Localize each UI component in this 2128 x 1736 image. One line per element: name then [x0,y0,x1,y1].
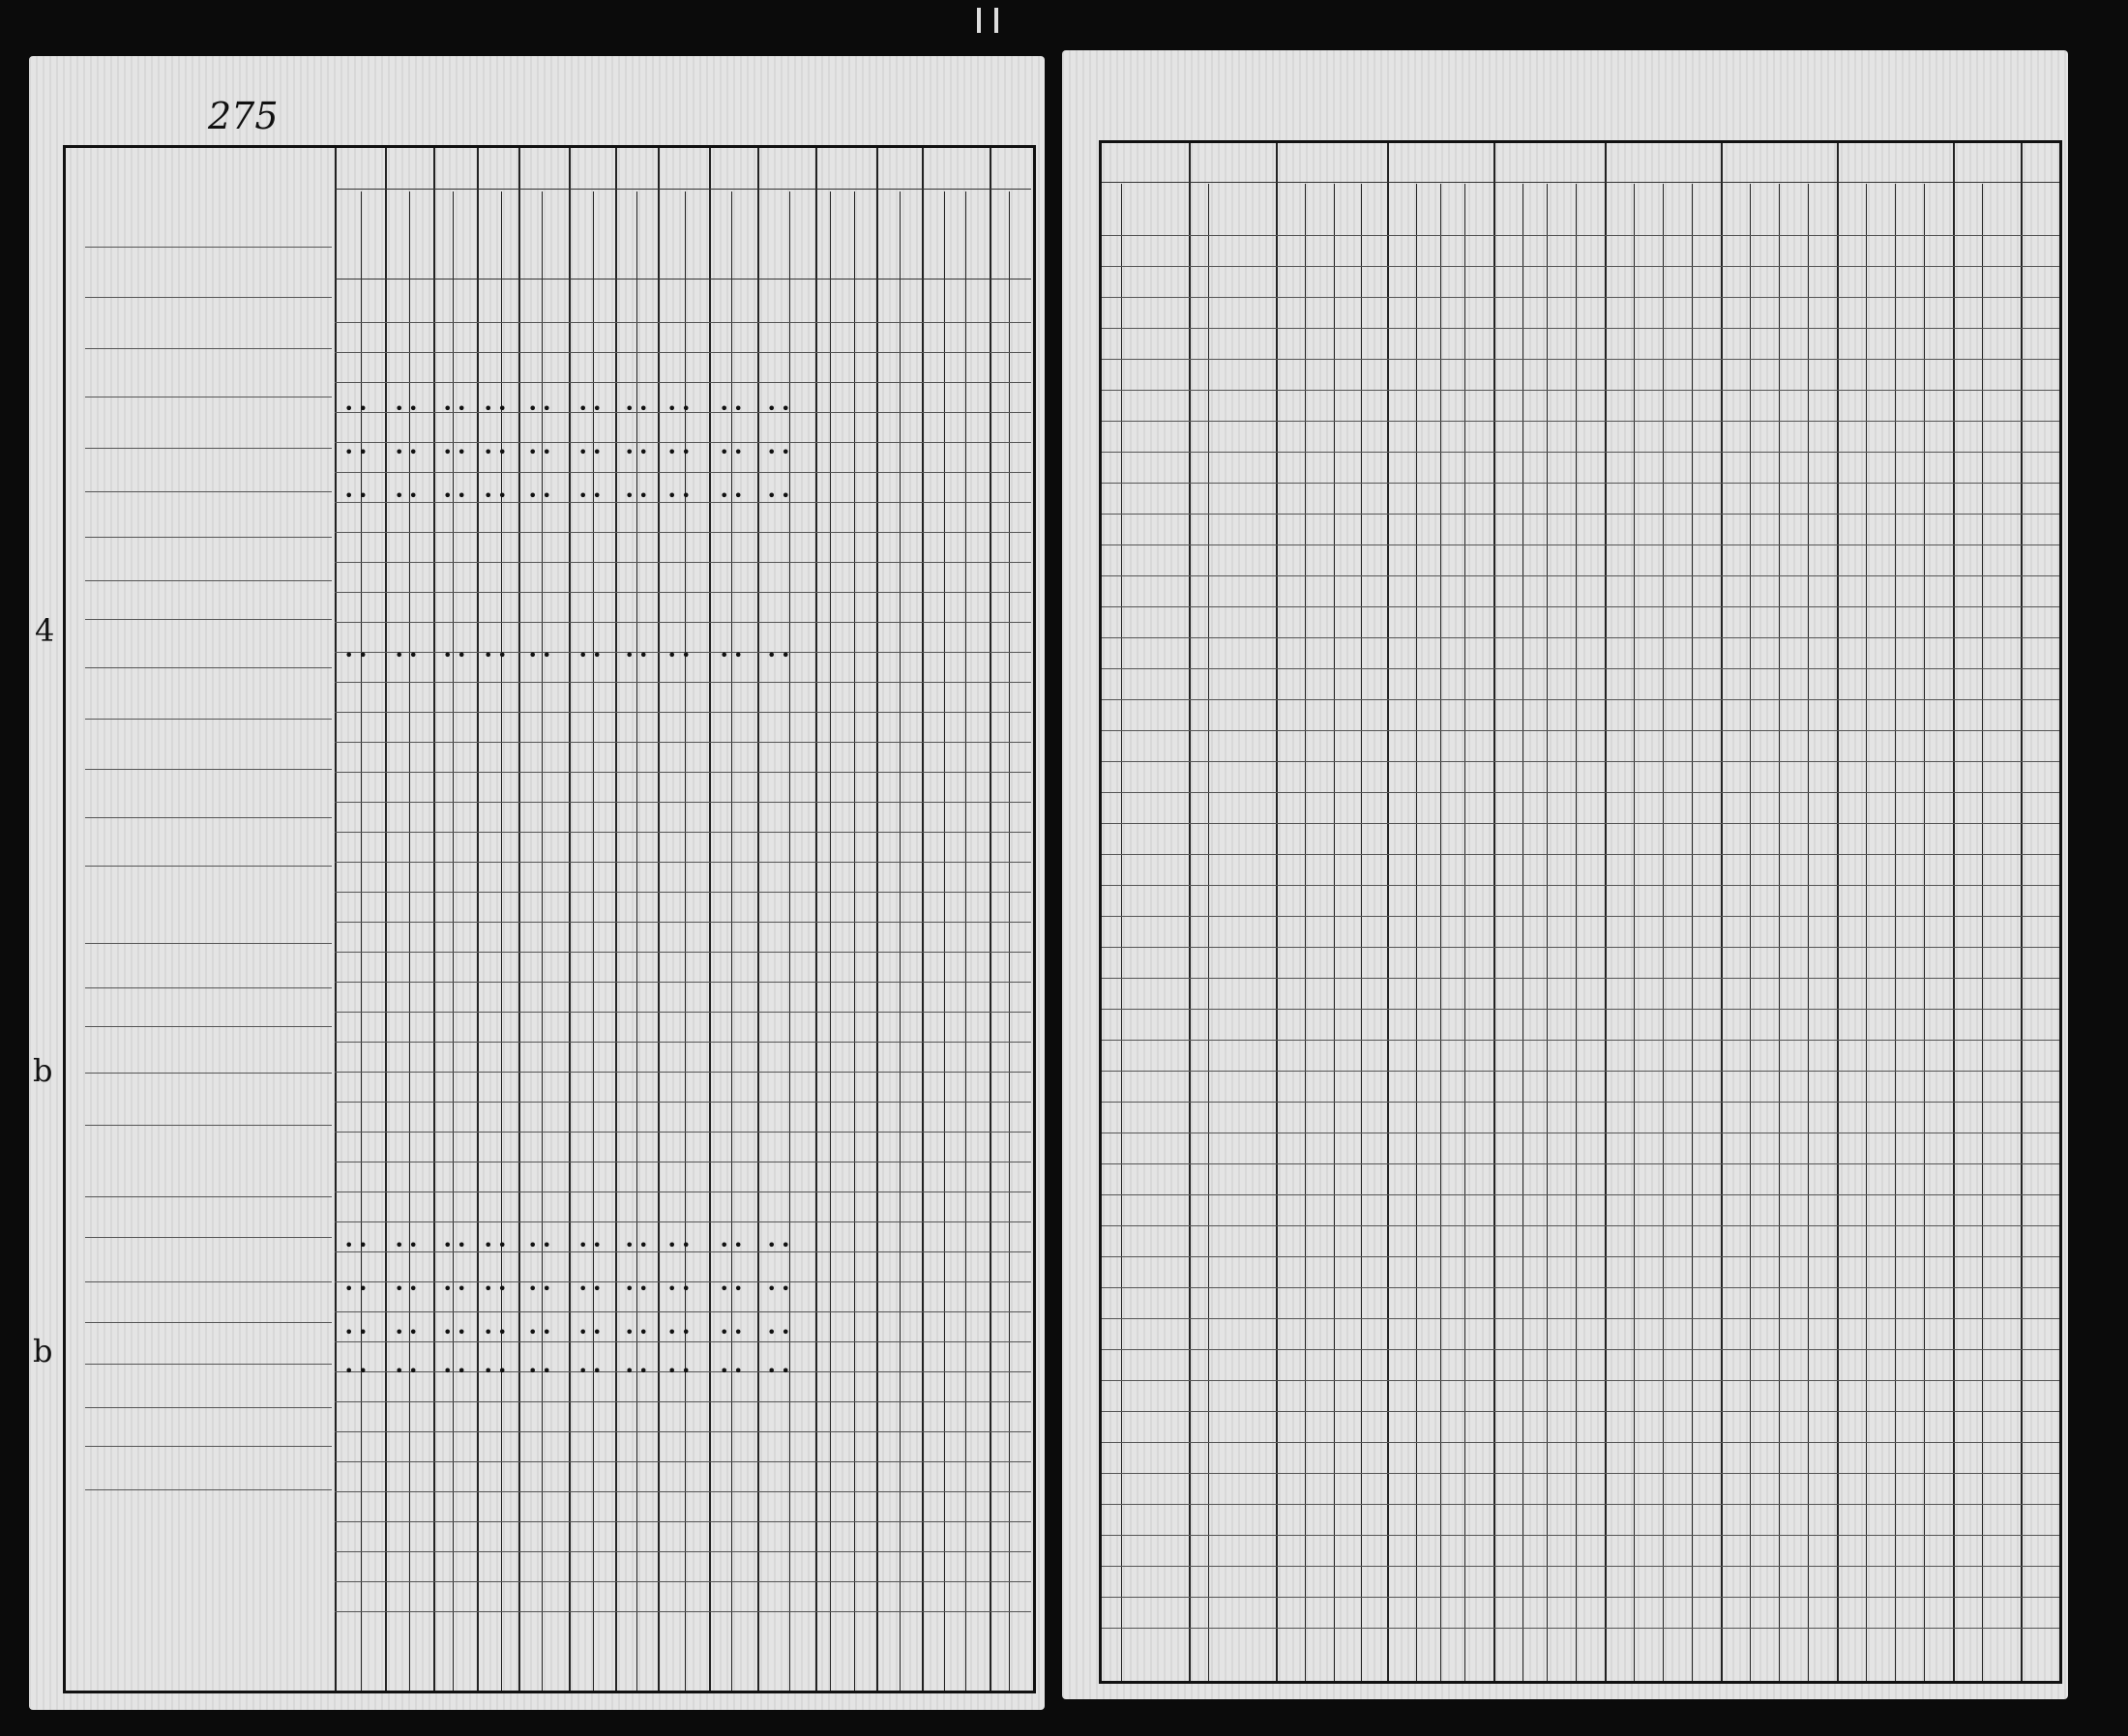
grid-line [1102,182,2059,183]
exam-tick: •• [578,1362,606,1380]
grid-line [335,1221,1031,1222]
grid-line [85,1196,332,1197]
exam-tick: •• [443,443,471,461]
exam-tick: •• [443,1280,471,1298]
exam-tick: •• [667,646,695,664]
grid-line [1102,1411,2059,1412]
grid-line [1416,184,1417,1681]
margin-note: b [33,1333,53,1369]
grid-line [85,1364,332,1365]
grid-line [1721,143,1723,1681]
grid-line [1305,184,1306,1681]
grid-line [1493,143,1495,1681]
grid-line [85,1073,332,1074]
grid-line [335,892,1031,893]
exam-tick: •• [720,646,748,664]
grid-line [1750,184,1751,1681]
grid-line [335,592,1031,593]
margin-note: 4 [35,612,55,649]
exam-tick: •• [667,486,695,505]
grid-line [85,580,332,581]
grid-line [1102,823,2059,824]
grid-line [335,832,1031,833]
grid-line [1605,143,1607,1681]
grid-line [85,866,332,867]
grid-line [1009,191,1010,1691]
grid-line [1634,184,1635,1681]
grid-line [85,448,332,449]
grid-line [335,1461,1031,1462]
grid-line [335,772,1031,773]
exam-tick: •• [395,646,423,664]
grid-line [1102,668,2059,669]
grid-line [1440,184,1441,1681]
grid-line [85,1489,332,1490]
grid-line [1895,184,1896,1681]
exam-tick: •• [625,486,653,505]
grid-line [1102,1380,2059,1381]
grid-line [85,1407,332,1408]
grid-line [335,279,1031,280]
grid-line [615,148,617,1691]
grid-line [335,1401,1031,1402]
exam-tick: •• [484,399,512,418]
exam-tick: •• [395,1362,423,1380]
grid-line [85,1237,332,1238]
grid-line [876,148,878,1691]
exam-tick: •• [767,443,795,461]
grid-line [85,1281,332,1282]
exam-tick: •• [667,443,695,461]
exam-tick: •• [578,486,606,505]
grid-line [757,148,759,1691]
grid-line [85,348,332,349]
grid-line [1102,483,2059,484]
grid-line [335,1311,1031,1312]
exam-tick: •• [767,1362,795,1380]
exam-tick: •• [578,1323,606,1341]
exam-tick: •• [667,1236,695,1254]
grid-line [335,1551,1031,1552]
exam-tick: •• [625,443,653,461]
exam-tick: •• [528,1280,556,1298]
exam-tick: •• [720,1280,748,1298]
exam-tick: •• [625,1280,653,1298]
grid-line [1102,885,2059,886]
grid-line [854,191,855,1691]
grid-line [1102,1163,2059,1164]
exam-tick: •• [767,399,795,418]
grid-line [335,1132,1031,1133]
grid-line [1779,184,1780,1681]
grid-line [1837,143,1839,1681]
exam-tick: •• [484,646,512,664]
grid-line [335,1491,1031,1492]
grid-line [1808,184,1809,1681]
exam-tick: •• [443,1362,471,1380]
grid-line [1102,730,2059,731]
exam-tick: •• [767,646,795,664]
exam-tick: •• [528,1362,556,1380]
grid-line [85,667,332,668]
exam-tick: •• [395,399,423,418]
exam-tick: •• [344,399,372,418]
exam-tick: •• [720,399,748,418]
grid-line [1276,143,1278,1681]
exam-tick: •• [528,1236,556,1254]
exam-tick: •• [484,486,512,505]
grid-line [1102,1071,2059,1072]
exam-tick: •• [720,1236,748,1254]
grid-line [1102,544,2059,545]
exam-tick: •• [578,443,606,461]
grid-line [1102,235,2059,236]
exam-tick: •• [667,1280,695,1298]
grid-line [1866,184,1867,1681]
grid-line [1102,916,2059,917]
grid-line [385,148,387,1691]
grid-line [335,1521,1031,1522]
exam-tick: •• [484,1236,512,1254]
grid-line [1102,1102,2059,1103]
grid-line [335,1581,1031,1582]
exam-tick: •• [625,646,653,664]
grid-line [1102,1287,2059,1288]
left-register-grid [63,145,1036,1693]
grid-line [85,1125,332,1126]
grid-line [1663,184,1664,1681]
grid-line [1982,184,1983,1681]
grid-line [815,148,817,1691]
grid-line [335,562,1031,563]
grid-line [1102,1628,2059,1629]
exam-tick: •• [625,399,653,418]
exam-tick: •• [344,1362,372,1380]
right-register-grid [1099,140,2062,1684]
grid-line [1102,514,2059,515]
grid-line [1102,390,2059,391]
grid-line [1102,637,2059,638]
exam-tick: •• [667,1362,695,1380]
grid-line [85,719,332,720]
grid-line [2021,143,2023,1681]
grid-line [1102,978,2059,979]
grid-line [433,148,435,1691]
grid-line [1102,1349,2059,1350]
grid-line [1102,761,2059,762]
grid-line [85,1446,332,1447]
grid-line [1102,1442,2059,1443]
exam-tick: •• [528,646,556,664]
grid-line [1102,359,2059,360]
grid-line [85,619,332,620]
grid-line [1924,184,1925,1681]
grid-line [1692,184,1693,1681]
grid-line [1102,699,2059,700]
exam-tick: •• [443,1236,471,1254]
grid-line [85,943,332,944]
grid-line [830,191,831,1691]
grid-line [1102,297,2059,298]
grid-line [1102,1473,2059,1474]
grid-line [85,247,332,248]
grid-line [335,382,1031,383]
grid-line [335,1072,1031,1073]
grid-line [335,472,1031,473]
exam-tick: •• [484,443,512,461]
grid-line [335,622,1031,623]
grid-line [1102,575,2059,576]
exam-tick: •• [484,1280,512,1298]
exam-tick: •• [767,1280,795,1298]
grid-line [1102,1318,2059,1319]
left-page [29,56,1045,1710]
exam-tick: •• [395,486,423,505]
grid-line [965,191,966,1691]
exam-tick: •• [528,486,556,505]
exam-tick: •• [344,1280,372,1298]
exam-tick: •• [720,1323,748,1341]
exam-tick: •• [667,1323,695,1341]
grid-line [85,817,332,818]
grid-line [335,982,1031,983]
exam-tick: •• [484,1362,512,1380]
exam-tick: •• [625,1323,653,1341]
grid-line [335,1042,1031,1043]
grid-line [1208,184,1209,1681]
grid-line [1522,184,1523,1681]
grid-line [1102,452,2059,453]
grid-line [85,537,332,538]
exam-tick: •• [443,486,471,505]
grid-line [1102,1535,2059,1536]
grid-line [658,148,660,1691]
exam-tick: •• [667,399,695,418]
exam-tick: •• [395,1280,423,1298]
grid-line [1547,184,1548,1681]
grid-line [1102,1194,2059,1195]
grid-line [335,742,1031,743]
grid-line [1102,266,2059,267]
grid-line [1102,792,2059,793]
grid-line [1102,1566,2059,1567]
exam-tick: •• [395,1323,423,1341]
exam-tick: •• [720,443,748,461]
exam-tick: •• [578,399,606,418]
grid-line [569,148,571,1691]
grid-line [85,297,332,298]
exam-tick: •• [767,1323,795,1341]
grid-line [1464,184,1465,1681]
grid-line [335,922,1031,923]
grid-line [335,862,1031,863]
grid-line [1576,184,1577,1681]
exam-tick: •• [395,443,423,461]
exam-tick: •• [720,486,748,505]
exam-tick: •• [344,646,372,664]
exam-tick: •• [528,1323,556,1341]
margin-note: b [33,1052,53,1089]
grid-line [1102,1040,2059,1041]
grid-line [1102,606,2059,607]
grid-line [335,189,1031,190]
grid-line [335,1341,1031,1342]
grid-line [85,769,332,770]
grid-line [1121,184,1122,1681]
grid-line [944,191,945,1691]
exam-tick: •• [528,443,556,461]
exam-tick: •• [443,646,471,664]
grid-line [1102,328,2059,329]
grid-line [335,1102,1031,1103]
grid-line [335,322,1031,323]
exam-tick: •• [443,399,471,418]
grid-line [990,148,991,1691]
grid-line [1102,854,2059,855]
grid-line [1102,1009,2059,1010]
grid-line [518,148,520,1691]
grid-line [1102,1504,2059,1505]
exam-tick: •• [344,486,372,505]
grid-line [1953,143,1955,1681]
page-number: 275 [208,95,279,137]
grid-line [335,712,1031,713]
grid-line [1361,184,1362,1681]
grid-line [335,682,1031,683]
exam-tick: •• [344,443,372,461]
grid-line [335,1431,1031,1432]
grid-line [335,802,1031,803]
exam-tick: •• [767,1236,795,1254]
grid-line [1102,1597,2059,1598]
grid-line [1334,184,1335,1681]
exam-tick: •• [528,399,556,418]
grid-line [922,148,924,1691]
grid-line [709,148,711,1691]
exam-tick: •• [344,1236,372,1254]
exam-tick: •• [443,1323,471,1341]
exam-tick: •• [767,486,795,505]
grid-line [1387,143,1389,1681]
grid-line [85,1026,332,1027]
grid-line [1102,1256,2059,1257]
grid-line [335,352,1031,353]
grid-line [335,532,1031,533]
exam-tick: •• [578,1280,606,1298]
exam-tick: •• [484,1323,512,1341]
book-binding [977,8,998,33]
grid-line [477,148,479,1691]
grid-line [85,491,332,492]
grid-line [335,1611,1031,1612]
grid-line [1102,1225,2059,1226]
grid-line [85,987,332,988]
grid-line [335,148,337,1691]
exam-tick: •• [395,1236,423,1254]
grid-line [335,1012,1031,1013]
exam-tick: •• [625,1362,653,1380]
grid-line [1102,947,2059,948]
exam-tick: •• [578,646,606,664]
grid-line [335,952,1031,953]
exam-tick: •• [344,1323,372,1341]
exam-tick: •• [625,1236,653,1254]
grid-line [85,1322,332,1323]
exam-tick: •• [578,1236,606,1254]
grid-line [900,191,901,1691]
grid-line [1189,143,1191,1681]
right-page [1062,50,2068,1699]
grid-line [1102,421,2059,422]
exam-tick: •• [720,1362,748,1380]
